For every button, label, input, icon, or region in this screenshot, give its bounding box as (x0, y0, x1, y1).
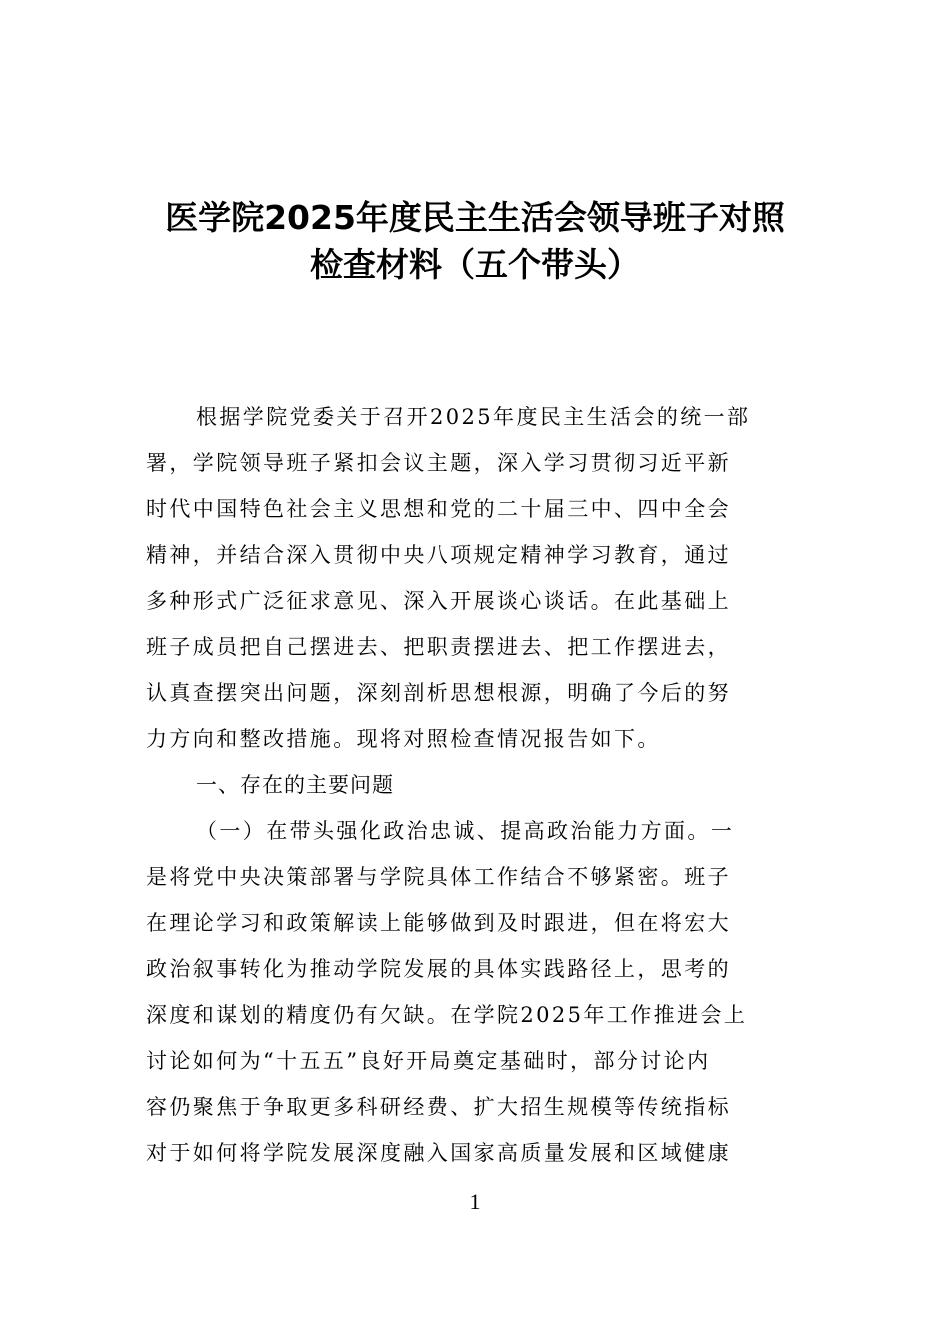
document-body (146, 394, 806, 1176)
subsection-line: 讨论如何为“十五五”良好开局奠定基础时，部分讨论内 (146, 1049, 711, 1073)
intro-line: 精神，并结合深入贯彻中央八项规定精神学习教育，通过 (146, 543, 731, 567)
intro-line: 力方向和整改措施。现将对照检查情况报告如下。 (146, 727, 661, 751)
section-heading: 一、存在的主要问题 (196, 773, 394, 797)
subsection-line: 对于如何将学院发展深度融入国家高质量发展和区域健康 (146, 1141, 731, 1165)
intro-line: 班子成员把自己摆进去、把职责摆进去、把工作摆进去， (146, 635, 731, 659)
document-title-line-1: 医学院2025年度民主生活会领导班子对照 (165, 198, 785, 237)
document-title-line-2: 检查材料（五个带头） (310, 245, 640, 284)
intro-line: 多种形式广泛征求意见、深入开展谈心谈话。在此基础上 (146, 589, 731, 613)
intro-line: 时代中国特色社会主义思想和党的二十届三中、四中全会 (146, 497, 731, 521)
subsection-line: 在理论学习和政策解读上能够做到及时跟进，但在将宏大 (146, 911, 731, 935)
page-number: 1 (469, 1189, 481, 1214)
subsection-text-start: 一 (710, 819, 735, 843)
subsection-line: 容仍聚焦于争取更多科研经费、扩大招生规模等传统指标 (146, 1095, 731, 1119)
intro-line: 署，学院领导班子紧扣会议主题，深入学习贯彻习近平新 (146, 451, 731, 475)
subsection-line: 深度和谋划的精度仍有欠缺。在学院2025年工作推进会上 (146, 1003, 748, 1027)
subsection-line: 是将党中央决策部署与学院具体工作结合不够紧密。班子 (146, 865, 731, 889)
subsection-first-line (146, 808, 806, 854)
intro-line: 认真查摆突出问题，深刻剖析思想根源，明确了今后的努 (146, 681, 731, 705)
subsection-line: 政治叙事转化为推动学院发展的具体实践路径上，思考的 (146, 957, 731, 981)
intro-line: 根据学院党委关于召开2025年度民主生活会的统一部 (196, 405, 751, 429)
subsection-heading: （一）在带头强化政治忠诚、提高政治能力方面。 (196, 819, 711, 843)
